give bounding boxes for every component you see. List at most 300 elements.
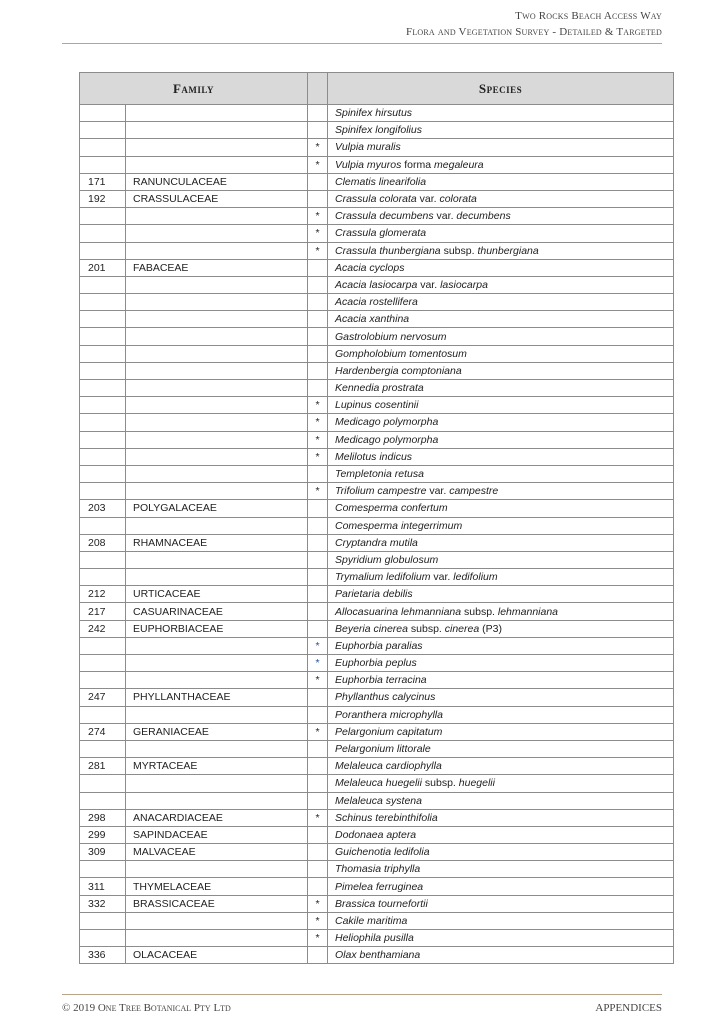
introduced-marker-cell [308,706,328,723]
rank-qualifier: subsp. [407,622,445,635]
family-number-cell [80,775,126,792]
species-name-part: Poranthera microphylla [335,708,443,721]
species-name-part: campestre [449,485,499,498]
table-row [80,105,674,122]
introduced-marker-cell [308,878,328,895]
introduced-marker-cell [308,122,328,139]
table-row [80,500,674,517]
family-name-cell [126,105,308,122]
family-column-header: Family [80,73,308,105]
family-name-cell [126,431,308,448]
table-row [80,947,674,964]
rank-qualifier: subsp. [440,244,478,257]
species-name-cell [328,551,674,568]
species-name-cell [328,775,674,792]
header-title: Two Rocks Beach Access Way [515,10,662,22]
table-row [80,208,674,225]
family-name-cell [126,792,308,809]
introduced-marker-cell [308,740,328,757]
family-number-cell [80,672,126,689]
family-number-cell: 212 [80,586,126,603]
family-number-cell [80,362,126,379]
family-name-cell [126,672,308,689]
introduced-marker-cell [308,345,328,362]
introduced-marker-cell [308,517,328,534]
species-name-cell [328,861,674,878]
family-name-cell [126,861,308,878]
family-name-cell: EUPHORBIACEAE [126,620,308,637]
family-name-cell [126,655,308,672]
table-row [80,844,674,861]
species-name-part: Melaleuca huegelii [335,777,422,790]
species-name-cell [328,534,674,551]
table-row [80,483,674,500]
introduced-marker-cell [308,775,328,792]
family-number-cell [80,551,126,568]
table-row [80,139,674,156]
table-row [80,190,674,207]
family-name-cell [126,912,308,929]
family-number-cell [80,380,126,397]
family-number-cell: 309 [80,844,126,861]
family-name-cell [126,517,308,534]
table-row [80,431,674,448]
species-name-cell [328,465,674,482]
introduced-marker-cell [308,500,328,517]
family-name-cell [126,930,308,947]
introduced-marker-cell [308,190,328,207]
family-name-cell: URTICACEAE [126,586,308,603]
species-name-part: Comesperma integerrimum [335,519,463,532]
family-name-cell: THYMELACEAE [126,878,308,895]
family-number-cell: 192 [80,190,126,207]
species-name-cell [328,105,674,122]
table-row [80,723,674,740]
introduced-marker-cell [308,947,328,964]
species-name-part: Kennedia prostrata [335,382,424,395]
species-name-cell [328,895,674,912]
introduced-column-header [308,73,328,105]
species-name-part: Spinifex hirsutus [335,107,413,120]
family-number-cell [80,431,126,448]
species-name-cell [328,225,674,242]
introduced-marker-cell [308,826,328,843]
species-name-cell [328,758,674,775]
family-name-cell [126,242,308,259]
species-name-cell [328,139,674,156]
species-name-cell [328,603,674,620]
family-number-cell: 217 [80,603,126,620]
family-number-cell [80,414,126,431]
introduced-marker-cell [308,569,328,586]
species-name-cell [328,414,674,431]
family-name-cell: CRASSULACEAE [126,190,308,207]
species-name-part: huegelii [458,777,495,790]
species-name-part: Spyridium globulosum [335,553,439,566]
family-number-cell: 201 [80,259,126,276]
family-number-cell: 332 [80,895,126,912]
family-name-cell [126,569,308,586]
introduced-marker-cell: * [308,139,328,156]
family-number-cell [80,345,126,362]
family-name-cell [126,775,308,792]
family-name-cell [126,740,308,757]
introduced-marker-cell: * [308,414,328,431]
family-number-cell: 298 [80,809,126,826]
species-name-part: Gastrolobium nervosum [335,330,447,343]
species-name-part: Thomasia triphylla [335,863,421,876]
introduced-marker-cell: * [308,431,328,448]
family-name-cell: GERANIACEAE [126,723,308,740]
introduced-marker-cell [308,534,328,551]
table-row [80,328,674,345]
family-name-cell [126,414,308,431]
species-name-part: Melilotus indicus [335,450,413,463]
species-name-part: Brassica tournefortii [335,897,428,910]
introduced-marker-cell: * [308,208,328,225]
table-row [80,259,674,276]
introduced-marker-cell [308,792,328,809]
species-name-part: Cakile maritima [335,914,408,927]
rank-qualifier: var. [417,278,441,291]
species-name-cell [328,689,674,706]
species-name-cell [328,517,674,534]
introduced-marker-cell [308,844,328,861]
table-row [80,603,674,620]
species-name-cell [328,930,674,947]
family-name-cell: RHAMNACEAE [126,534,308,551]
species-name-part: colorata [439,193,477,206]
table-row [80,242,674,259]
species-name-part: Cryptandra mutila [335,536,418,549]
species-name-part: Melaleuca systena [335,794,422,807]
family-number-cell [80,792,126,809]
introduced-marker-cell [308,551,328,568]
introduced-marker-cell: * [308,156,328,173]
table-header-row [80,73,674,105]
species-table [79,72,674,964]
family-name-cell [126,551,308,568]
family-number-cell: 247 [80,689,126,706]
table-body [80,105,674,964]
family-name-cell: FABACEAE [126,259,308,276]
species-name-cell [328,483,674,500]
species-name-cell [328,242,674,259]
family-name-cell: ANACARDIACEAE [126,809,308,826]
family-name-cell: PHYLLANTHACEAE [126,689,308,706]
table-row [80,362,674,379]
species-name-part: Beyeria cinerea [335,622,408,635]
table-row [80,397,674,414]
family-number-cell [80,139,126,156]
family-number-cell [80,242,126,259]
family-number-cell: 171 [80,173,126,190]
species-name-cell [328,500,674,517]
table-row [80,517,674,534]
species-name-cell [328,947,674,964]
family-name-cell [126,294,308,311]
species-name-cell [328,586,674,603]
species-column-header: Species [328,73,674,105]
species-name-cell [328,311,674,328]
family-number-cell [80,105,126,122]
family-name-cell [126,328,308,345]
species-name-part: Gompholobium tomentosum [335,347,467,360]
species-name-part: Templetonia retusa [335,468,424,481]
species-name-cell [328,362,674,379]
family-name-cell: MALVACEAE [126,844,308,861]
species-name-cell [328,294,674,311]
family-name-cell [126,345,308,362]
table-row [80,861,674,878]
introduced-marker-cell [308,465,328,482]
species-name-part: Dodonaea aptera [335,828,417,841]
introduced-marker-cell [308,689,328,706]
family-number-cell [80,156,126,173]
introduced-marker-cell [308,276,328,293]
species-name-cell [328,431,674,448]
family-number-cell [80,637,126,654]
footer-copyright: © 2019 One Tree Botanical Pty Ltd [62,1002,231,1014]
family-number-cell [80,930,126,947]
table-row [80,912,674,929]
species-name-cell [328,672,674,689]
species-name-part: lehmanniana [497,605,559,618]
table-row [80,620,674,637]
family-name-cell [126,483,308,500]
family-name-cell [126,311,308,328]
species-name-cell [328,809,674,826]
species-name-cell [328,448,674,465]
table-row [80,122,674,139]
species-name-part: Acacia rostellifera [335,296,418,309]
species-name-part: Acacia cyclops [335,261,405,274]
species-name-cell [328,912,674,929]
family-number-cell: 203 [80,500,126,517]
species-name-part: Crassula colorata [335,193,417,206]
family-name-cell: MYRTACEAE [126,758,308,775]
species-name-part: Pelargonium littorale [335,743,431,756]
family-name-cell [126,706,308,723]
table-row [80,569,674,586]
table-row [80,380,674,397]
species-name-part: Acacia xanthina [335,313,410,326]
species-name-cell [328,878,674,895]
table-row [80,173,674,190]
species-name-cell [328,328,674,345]
species-name-part: Guichenotia ledifolia [335,846,430,859]
species-name-part: Phyllanthus calycinus [335,691,436,704]
species-name-part: Clematis linearifolia [335,175,427,188]
table-row [80,276,674,293]
species-name-cell [328,276,674,293]
species-name-part: cinerea [444,622,480,635]
species-name-part: Crassula glomerata [335,227,427,240]
family-name-cell: CASUARINACEAE [126,603,308,620]
rank-qualifier: var. [430,571,454,584]
introduced-marker-cell: * [308,655,328,672]
footer-section: APPENDICES [595,1002,662,1014]
introduced-marker-cell [308,362,328,379]
family-name-cell [126,156,308,173]
table-row [80,775,674,792]
family-number-cell [80,311,126,328]
family-number-cell: 208 [80,534,126,551]
family-number-cell: 336 [80,947,126,964]
family-number-cell [80,740,126,757]
species-name-cell [328,122,674,139]
family-number-cell [80,276,126,293]
introduced-marker-cell [308,861,328,878]
species-name-part: Pelargonium capitatum [335,725,443,738]
table-row [80,706,674,723]
family-name-cell [126,276,308,293]
introduced-marker-cell [308,259,328,276]
family-name-cell [126,208,308,225]
table-row [80,294,674,311]
family-number-cell [80,465,126,482]
family-name-cell: SAPINDACEAE [126,826,308,843]
table-row [80,225,674,242]
species-name-part: Heliophila pusilla [335,932,414,945]
family-name-cell [126,637,308,654]
family-number-cell: 242 [80,620,126,637]
species-name-cell [328,723,674,740]
rank-qualifier: var. [433,210,457,223]
species-name-part: Trymalium ledifolium [335,571,431,584]
table-row [80,534,674,551]
species-name-cell [328,655,674,672]
family-number-cell [80,483,126,500]
family-number-cell [80,397,126,414]
introduced-marker-cell: * [308,242,328,259]
species-name-part: decumbens [456,210,511,223]
species-name-cell [328,259,674,276]
family-name-cell: BRASSICACEAE [126,895,308,912]
species-name-part: Spinifex longifolius [335,124,422,137]
introduced-marker-cell: * [308,895,328,912]
table-row [80,792,674,809]
species-name-part: lasiocarpa [440,278,488,291]
family-number-cell [80,328,126,345]
species-name-part: Trifolium campestre [335,485,427,498]
table-row [80,345,674,362]
table-row [80,655,674,672]
species-name-part: Medicago polymorpha [335,433,439,446]
family-number-cell [80,706,126,723]
introduced-marker-cell: * [308,225,328,242]
species-name-part: megaleura [434,158,484,171]
rank-qualifier: var. [416,193,440,206]
family-name-cell: RANUNCULACEAE [126,173,308,190]
family-number-cell [80,225,126,242]
introduced-marker-cell [308,294,328,311]
table-row [80,758,674,775]
table-row [80,637,674,654]
family-number-cell [80,517,126,534]
family-number-cell [80,912,126,929]
introduced-marker-cell [308,311,328,328]
family-name-cell [126,397,308,414]
species-name-cell [328,620,674,637]
family-name-cell [126,139,308,156]
introduced-marker-cell: * [308,930,328,947]
introduced-marker-cell: * [308,723,328,740]
species-name-part: Euphorbia peplus [335,657,417,670]
species-name-part: Parietaria debilis [335,588,413,601]
species-name-cell [328,792,674,809]
species-name-part: Euphorbia paralias [335,639,423,652]
introduced-marker-cell [308,620,328,637]
family-name-cell [126,448,308,465]
species-name-cell [328,156,674,173]
species-name-cell [328,397,674,414]
introduced-marker-cell: * [308,397,328,414]
introduced-marker-cell [308,328,328,345]
introduced-marker-cell: * [308,809,328,826]
species-name-cell [328,740,674,757]
table-row [80,311,674,328]
table-row [80,895,674,912]
introduced-marker-cell [308,758,328,775]
table-row [80,448,674,465]
family-name-cell [126,380,308,397]
table-row [80,689,674,706]
introduced-marker-cell: * [308,448,328,465]
species-name-part: Euphorbia terracina [335,674,427,687]
species-name-cell [328,844,674,861]
table-row [80,930,674,947]
species-name-part: Hardenbergia comptoniana [335,364,462,377]
family-number-cell [80,655,126,672]
species-name-part: Crassula decumbens [335,210,434,223]
species-name-part: Acacia lasiocarpa [335,278,418,291]
page-header [406,8,662,40]
species-name-part: Schinus terebinthifolia [335,811,438,824]
table-row [80,740,674,757]
family-name-cell [126,362,308,379]
introduced-marker-cell: * [308,637,328,654]
introduced-marker-cell [308,173,328,190]
family-number-cell: 281 [80,758,126,775]
rank-qualifier: forma [401,158,435,171]
introduced-marker-cell [308,586,328,603]
introduced-marker-cell [308,603,328,620]
table-row [80,414,674,431]
family-number-cell [80,569,126,586]
family-number-cell [80,208,126,225]
table-row [80,809,674,826]
species-name-part: Vulpia myuros [335,158,402,171]
table-row [80,672,674,689]
family-number-cell: 299 [80,826,126,843]
rank-qualifier: (P3) [479,622,502,635]
introduced-marker-cell [308,105,328,122]
species-name-part: Allocasuarina lehmanniana [335,605,462,618]
table-row [80,878,674,895]
species-name-cell [328,345,674,362]
species-name-cell [328,706,674,723]
species-name-cell [328,173,674,190]
rank-qualifier: var. [426,485,450,498]
header-divider [62,43,662,44]
introduced-marker-cell: * [308,672,328,689]
species-name-part: Comesperma confertum [335,502,448,515]
introduced-marker-cell: * [308,483,328,500]
family-name-cell [126,122,308,139]
species-name-cell [328,190,674,207]
species-name-cell [328,208,674,225]
